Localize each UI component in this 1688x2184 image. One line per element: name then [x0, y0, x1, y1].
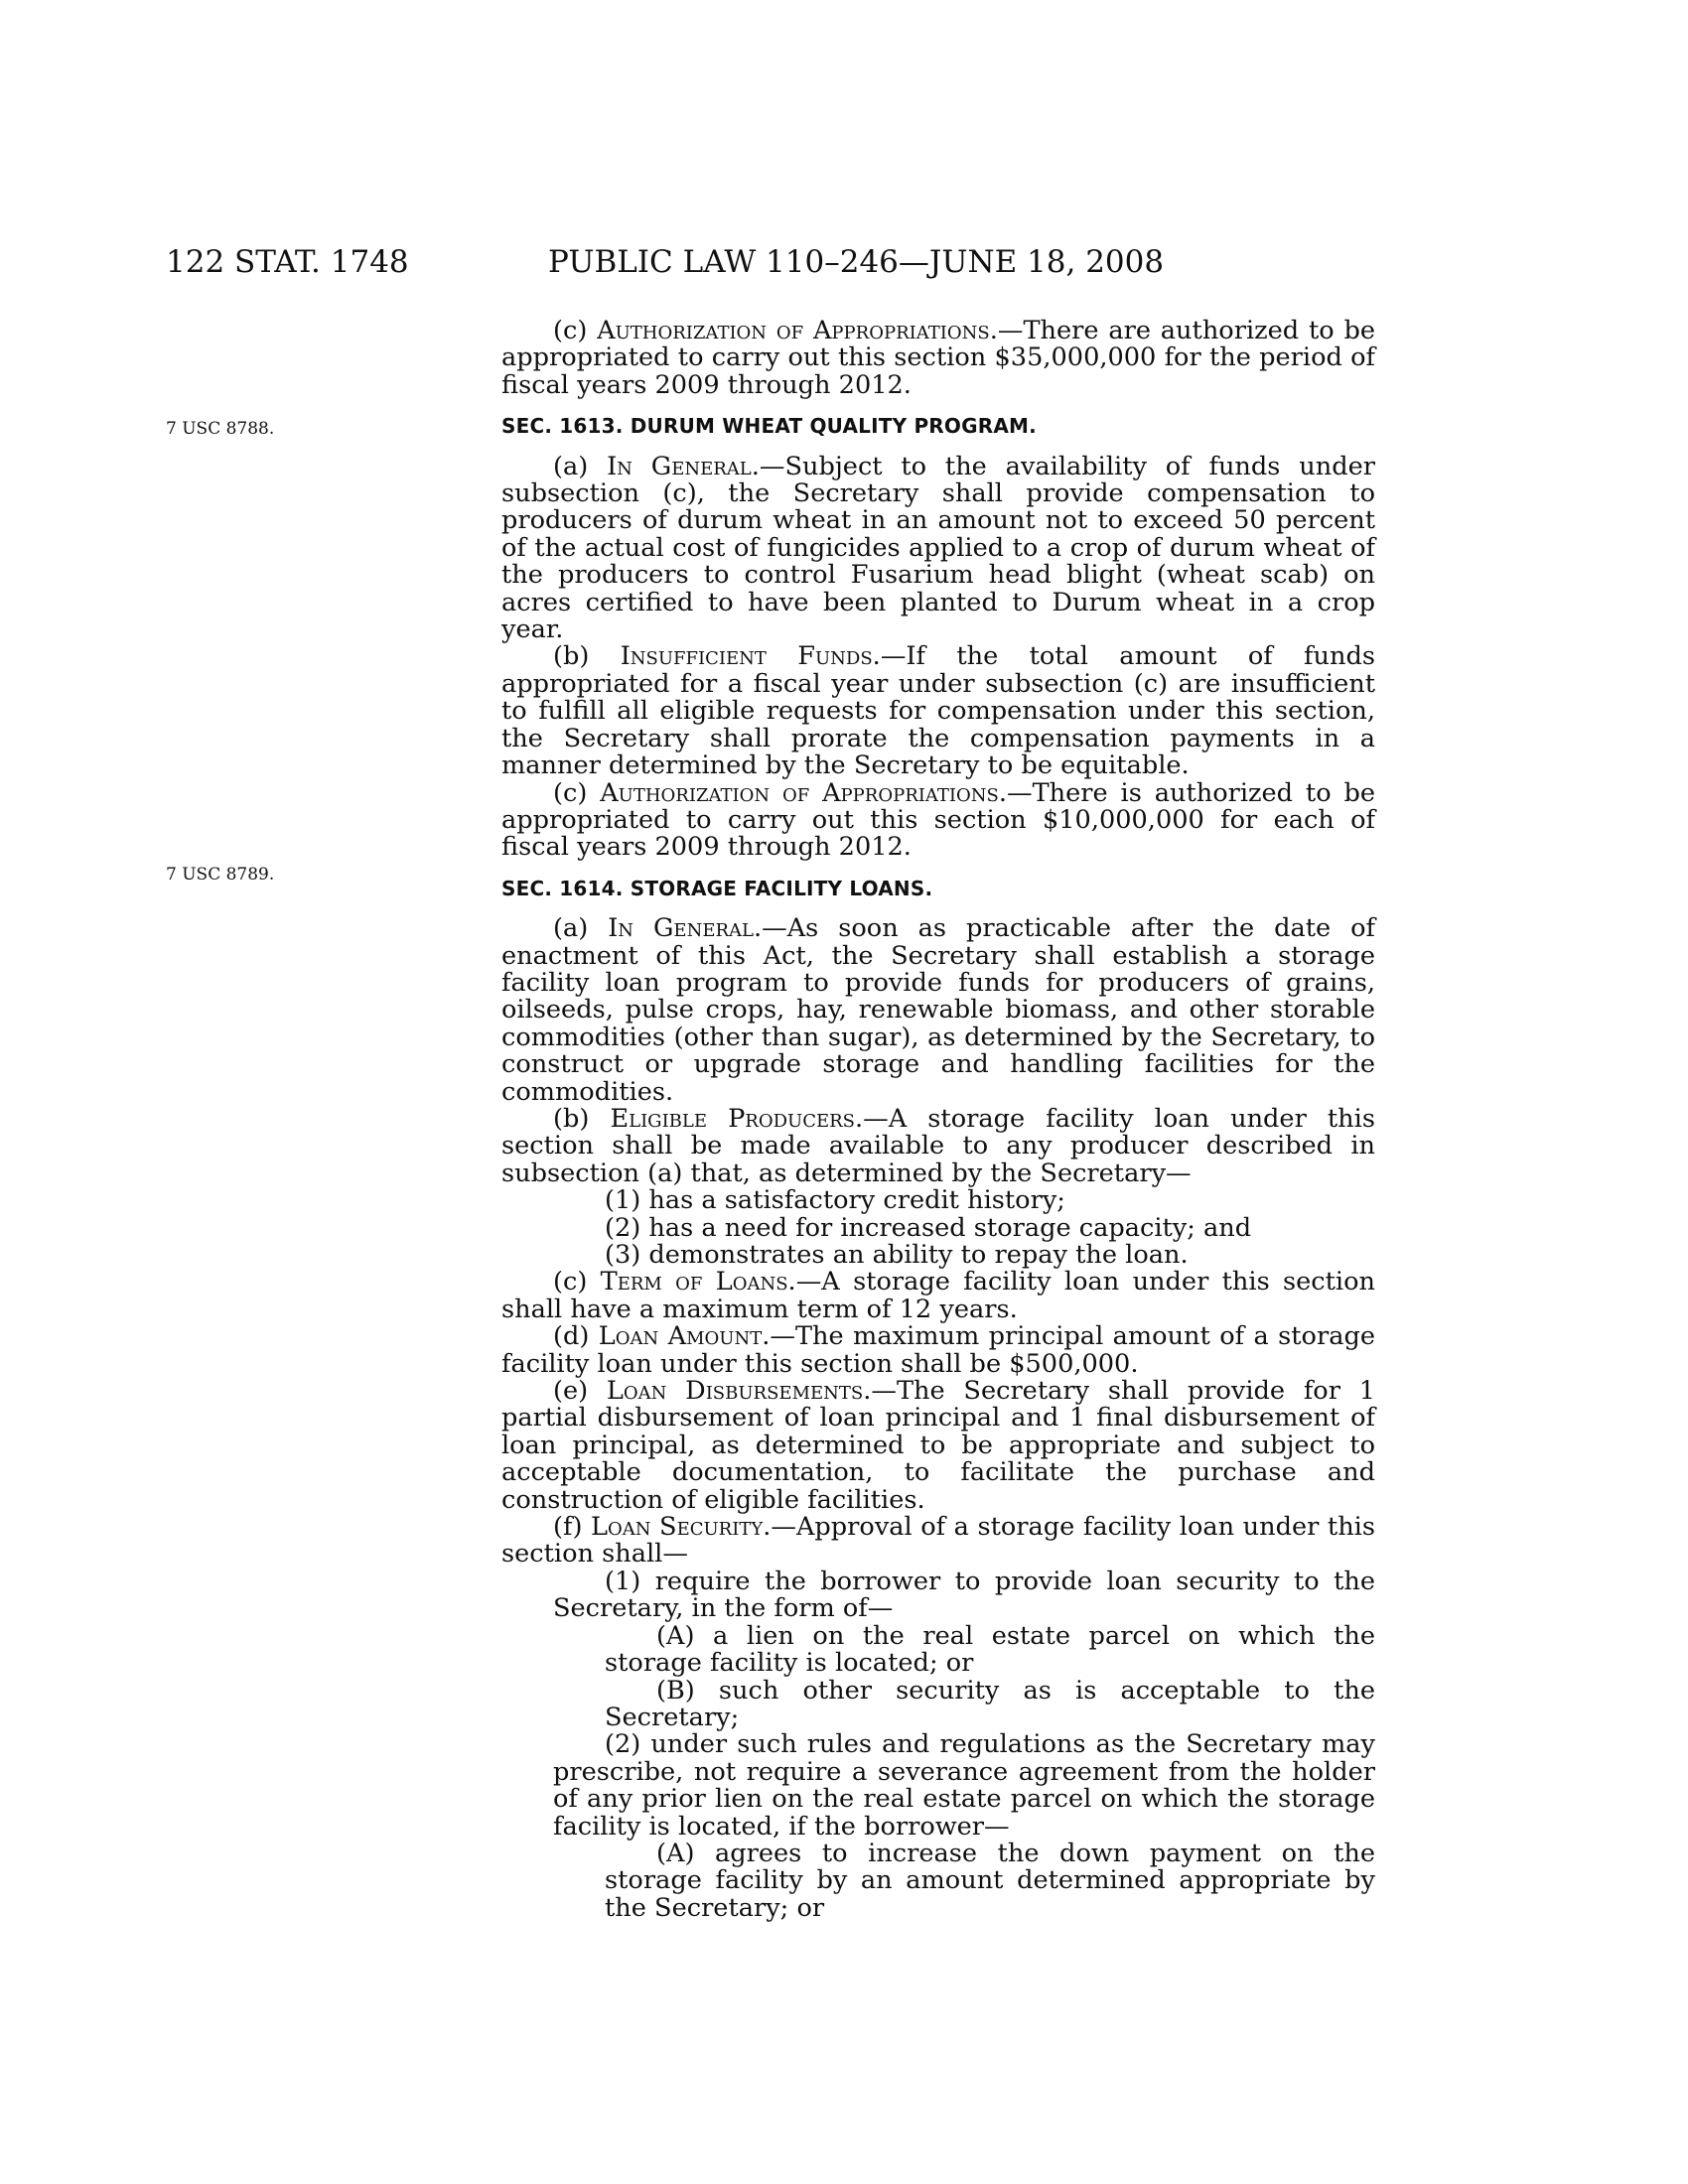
sec1613-subsection-b: (b) Insufficient Funds.—If the total amount of funds appropriated for a fiscal year under subsection (c) are insufficient to fulfill all eligible requests for compensation under this section, the Secretary shall prorate the compensation payments in a manner determined by the Secretary to be equitable. [501, 641, 1375, 781]
sec1614-subsection-d: (d) Loan Amount.—The maximum principal amount of a storage facility loan under this section shall be $500,000. [501, 1321, 1375, 1379]
section-heading-1614: SEC. 1614. STORAGE FACILITY LOANS. [501, 876, 933, 900]
sec1614-f-paragraph-2: (2) under such rules and regulations as the Secretary may prescribe, not require a severance agreement from the holder of any prior lien on the real estate parcel on which the storage facility is located, if the borrower— [553, 1729, 1375, 1842]
sec1614-b-paragraph-3: (3) demonstrates an ability to repay the loan. [605, 1240, 1189, 1270]
margin-note-usc-8788: 7 USC 8788. [166, 419, 275, 439]
margin-note-usc-8789: 7 USC 8789. [166, 865, 275, 885]
sec1614-subsection-b: (b) Eligible Producers.—A storage facility loan under this section shall be made available to any producer described in subsection (a) that, as determined by the Secretary— [501, 1103, 1375, 1188]
running-title: PUBLIC LAW 110–246—JUNE 18, 2008 [548, 244, 1165, 280]
sec1614-subsection-f: (f) Loan Security.—Approval of a storage facility loan under this section shall— [501, 1512, 1375, 1570]
statute-page-number: 122 STAT. 1748 [166, 244, 409, 280]
sec1614-f-1-subparagraph-A: (A) a lien on the real estate parcel on which the storage facility is located; or [605, 1620, 1375, 1679]
sec1612-subsection-c: (c) Authorization of Appropriations.—There are authorized to be appropriated to carry out this section $35,000,000 for the period of fiscal years 2009 through 2012. [501, 316, 1376, 400]
sec1614-subsection-a: (a) In General.—As soon as practicable after the date of enactment of this Act, the Secretary shall establish a storage facility loan program to provide funds for producers of grains, oilseeds, pulse crops, hay, renewable biomass, and other storable commodities (other than sugar), as determined by the Secretary, to construct or upgrade storage and handling facilities for the commodities. [501, 913, 1375, 1107]
sec1614-subsection-e: (e) Loan Disbursements.—The Secretary shall provide for 1 partial disbursement of loan principal and 1 final disbursement of loan principal, as determined to be appropriate and subject to acceptable documentation, to facilitate the purchase and construction of eligible facilities. [501, 1376, 1376, 1515]
sec1614-f-1-subparagraph-B: (B) such other security as is acceptable to the Secretary; [605, 1675, 1375, 1732]
sec1614-f-paragraph-1: (1) require the borrower to provide loan security to the Secretary, in the form of— [553, 1566, 1375, 1624]
sec1614-subsection-c: (c) Term of Loans.—A storage facility loan under this section shall have a maximum term of 12 years. [501, 1267, 1376, 1324]
sec1613-subsection-c: (c) Authorization of Appropriations.—There is authorized to be appropriated to carry out this section $10,000,000 for each of fiscal years 2009 through 2012. [501, 777, 1376, 863]
sec1614-b-paragraph-2: (2) has a need for increased storage capacity; and [605, 1212, 1252, 1243]
section-heading-1613: SEC. 1613. DURUM WHEAT QUALITY PROGRAM. [501, 414, 1037, 439]
document-body [501, 318, 1375, 1922]
sec1614-f-2-subparagraph-A: (A) agrees to increase the down payment on the storage facility by an amount determined appropriate by the Secretary; or [605, 1838, 1375, 1923]
sec1614-b-paragraph-1: (1) has a satisfactory credit history; [605, 1185, 1065, 1216]
page-header [0, 244, 1688, 284]
sec1613-subsection-a: (a) In General.—Subject to the availability of funds under subsection (c), the Secretary shall provide compensation to producers of durum wheat in an amount not to exceed 50 percent of the actual cost of fungicides applied to a crop of durum wheat of the producers to control Fusarium head blight (wheat scab) on acres certified to have been planted to Durum wheat in a crop year. [501, 451, 1375, 645]
